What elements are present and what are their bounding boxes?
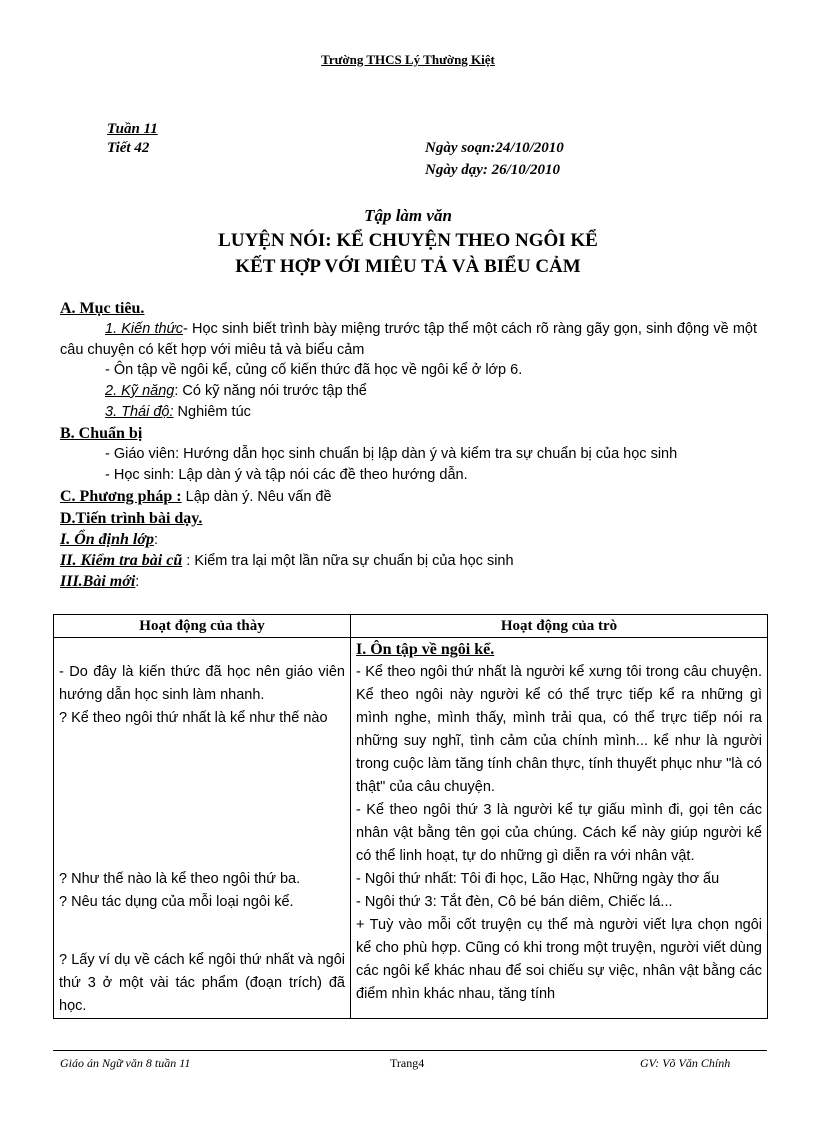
student-line: - Ngôi thứ nhất: Tôi đi học, Lão Hạc, Những ngày thơ ấu — [356, 871, 720, 887]
attitude-label: 3. Thái độ: — [105, 404, 174, 420]
table-header-row — [54, 615, 768, 638]
teacher-line: - Do đây là kiến thức đã học nên giáo viên hướng dẫn học sinh làm nhanh. — [59, 664, 345, 703]
teacher-line: ? Kể theo ngôi thứ nhất là kể như thế nào — [59, 710, 328, 726]
teacher-line: ? Lấy ví dụ về cách kể ngôi thứ nhất và ngôi thứ 3 ở một vài tác phẩm (đoạn trích) đã học. — [59, 952, 345, 1014]
student-line: - Kể theo ngôi thứ 3 là người kể tự giấu mình đi, gọi tên các nhân vật bằng tên gọi của chúng. Cách kể này giúp người kể có thể linh hoạt, tự do những gì diễn ra với nhân vật. — [356, 802, 762, 864]
step-ii-text: : Kiểm tra lại một lần nữa sự chuẩn bị của học sinh — [182, 553, 514, 569]
attitude-text: Nghiêm túc — [173, 404, 251, 420]
lesson-title-line2: KẾT HỢP VỚI MIÊU TẢ VÀ BIỂU CẢM — [235, 256, 581, 277]
activity-table — [53, 614, 768, 1019]
subject-title: Tập làm văn — [364, 206, 452, 225]
section-c — [60, 488, 332, 506]
skill-text: : Có kỹ năng nói trước tập thể — [174, 383, 367, 399]
objective-knowledge-sub: - Ôn tập về ngôi kể, củng cố kiến thức đã học về ngôi kể ở lớp 6. — [105, 362, 523, 378]
teacher-line: ? Như thế nào là kể theo ngôi thứ ba. — [59, 871, 301, 887]
col-student-header: Hoạt động của trò — [351, 615, 768, 638]
step-i-colon: : — [153, 532, 158, 548]
teach-date: Ngày dạy: 26/10/2010 — [425, 162, 560, 178]
section-a-heading: A. Mục tiêu. — [60, 300, 145, 317]
teacher-activity-cell — [54, 638, 351, 1019]
period-label: Tiết 42 — [107, 140, 150, 156]
prep-teacher: - Giáo viên: Hướng dẫn học sinh chuẩn bị lập dàn ý và kiểm tra sự chuẩn bị của học sinh — [105, 446, 678, 462]
prep-date: Ngày soạn:24/10/2010 — [425, 140, 564, 156]
objective-attitude — [105, 404, 251, 420]
step-iii-colon: : — [135, 574, 140, 590]
lesson-title-line1: LUYỆN NÓI: KỂ CHUYỆN THEO NGÔI KỂ — [218, 230, 598, 251]
knowledge-label: 1. Kiến thức — [105, 321, 183, 337]
section-b-heading: B. Chuẩn bị — [60, 425, 143, 442]
step-ii — [60, 552, 514, 570]
student-activity-cell — [351, 638, 768, 1019]
table-row — [54, 638, 768, 1019]
prep-student: - Học sinh: Lập dàn ý và tập nói các đề theo hướng dẫn. — [105, 467, 468, 483]
school-name: Trường THCS Lý Thường Kiệt — [321, 52, 495, 67]
student-line: - Ngôi thứ 3: Tắt đèn, Cô bé bán diêm, Chiếc lá... — [356, 894, 673, 910]
week-label: Tuần 11 — [107, 121, 158, 137]
step-iii-heading: III.Bài mới — [60, 573, 136, 590]
section-d-heading: D.Tiến trình bài dạy. — [60, 510, 203, 527]
step-ii-heading: II. Kiểm tra bài cũ — [60, 552, 183, 569]
step-iii — [60, 573, 139, 591]
footer-page: Trang4 — [390, 1056, 425, 1070]
student-line: - Kể theo ngôi thứ nhất là người kể xưng tôi trong câu chuyện. Kể theo ngôi này người kể có thể trực tiếp kể ra những gì mình nghe, mình thấy, mình trải qua, có thể trực tiếp nói ra những suy nghĩ, tình cảm của chính mình... kể như là người trong cuộc làm tăng tính chân thực, tính thuyết phục như "là có thật" của câu chuyện. — [356, 664, 762, 795]
student-line: + Tuỳ vào mỗi cốt truyện cụ thể mà người viết lựa chọn ngôi kể cho phù hợp. Cũng có khi trong một truyện, người viết dùng các ngôi kể khác nhau để soi chiếu sự việc, nhân vật bằng các điểm nhìn khác nhau, tăng tính — [356, 917, 762, 1002]
objective-knowledge — [60, 319, 757, 361]
col-teacher-header: Hoạt động của thày — [54, 615, 351, 638]
skill-label: 2. Kỹ năng — [105, 383, 175, 399]
footer-left: Giáo án Ngữ văn 8 tuần 11 — [60, 1056, 191, 1070]
section-c-text: Lập dàn ý. Nêu vấn đề — [181, 489, 332, 505]
teacher-line: ? Nêu tác dụng của mỗi loại ngôi kể. — [59, 894, 294, 910]
footer-author: GV: Võ Văn Chính — [640, 1056, 731, 1070]
knowledge-text: - Học sinh biết trình bày miệng trước tập thể một cách rõ ràng gãy gọn, sinh động về một câu chuyện có kết hợp với miêu tả và biểu cảm — [60, 321, 757, 358]
step-i-heading: I. Ổn định lớp — [60, 531, 154, 548]
student-section-heading: I. Ôn tập về ngôi kể. — [356, 641, 495, 658]
section-c-heading: C. Phương pháp : — [60, 488, 182, 505]
step-i — [60, 531, 158, 549]
footer-divider — [53, 1050, 767, 1051]
objective-skill — [105, 383, 367, 399]
